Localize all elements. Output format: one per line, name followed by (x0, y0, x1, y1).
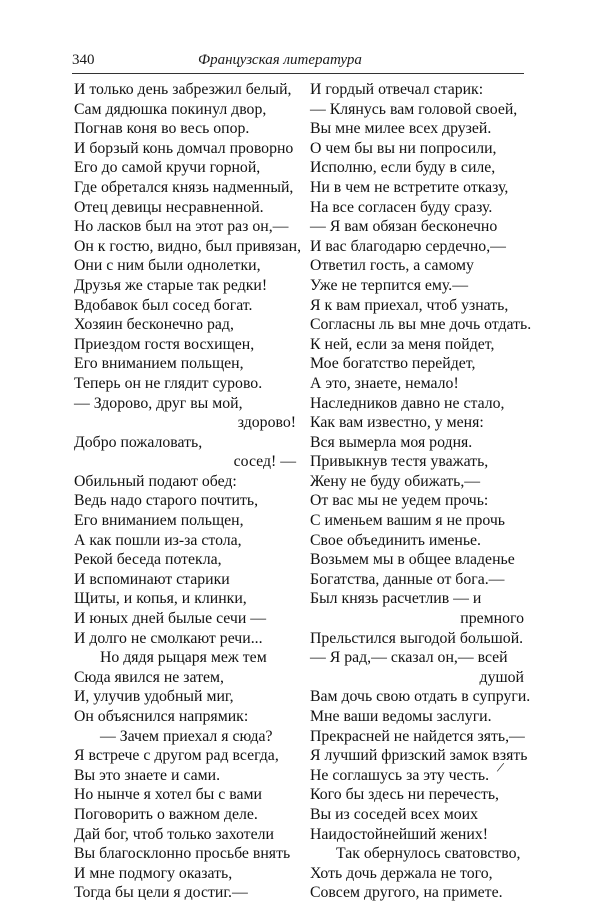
verse-line: Жену не буду обижать,— (310, 472, 481, 490)
verse-line: И юных дней былые сечи — (74, 610, 267, 628)
verse-line: Мое богатство перейдет, (310, 355, 476, 373)
verse-line: И только день забрезжил белый, (74, 81, 292, 98)
verse-line: Привыкнув тестя уважать, (310, 453, 489, 471)
verse-line: Сам дядюшка покинул двор, (74, 100, 267, 118)
verse-line: Совсем другого, на примете. (310, 884, 503, 902)
verse-line: Исполню, если буду в силе, (310, 159, 496, 177)
verse-line: Он к гостю, видно, был привязан, (74, 237, 302, 255)
verse-line-continuation: премного (460, 610, 524, 628)
verse-line: — Я вам обязан бесконечно (310, 218, 498, 236)
verse-line: Согласны ль вы мне дочь отдать. (310, 316, 532, 334)
verse-line: К ней, если за меня пойдет, (310, 335, 495, 353)
verse-line: Тогда бы цели я достиг.— (74, 884, 248, 902)
verse-line: Богатства, данные от бога.— (310, 570, 505, 588)
verse-line-continuation: душой (479, 668, 524, 686)
verse-line: Но дядя рыцаря меж тем (100, 649, 267, 667)
verse-line: И долго не смолкают речи... (74, 629, 263, 647)
verse-line: Вы мне милее всех друзей. (310, 120, 492, 138)
verse-line: Обильный подают обед: (74, 472, 237, 490)
verse-line: Поговорить о важном деле. (74, 805, 258, 823)
verse-line: — Я рад,— сказал он,— всей (310, 649, 508, 667)
verse-line: Кого бы здесь ни перечесть, (310, 786, 499, 804)
verse-line: И гордый отвечал старик: (310, 81, 484, 98)
verse-line: Уже не терпится ему.— (310, 276, 468, 294)
verse-line: Наследников давно не стало, (310, 394, 505, 412)
page-header (72, 52, 522, 72)
verse-line: Теперь он не глядит сурово. (74, 374, 263, 392)
verse-line: Ни в чем не встретите отказу, (310, 178, 509, 196)
verse-line: И вспоминают старики (74, 570, 230, 588)
verse-line: Друзья же старые так редки! (74, 276, 268, 294)
verse-line: Щиты, и копья, и клинки, (74, 590, 247, 608)
verse-line-continuation: сосед! — (233, 453, 296, 471)
verse-line: Вы благосклонно просьбе внять (74, 845, 291, 863)
verse-line: О чем бы вы ни попросили, (310, 139, 497, 157)
verse-line: А это, знаете, немало! (310, 374, 459, 392)
verse-line: Ведь надо старого почтить, (74, 492, 259, 510)
verse-line: Приездом гостя восхищен, (74, 335, 255, 353)
verse-line: Так обернулось сватовство, (336, 845, 521, 863)
verse-line: Мне ваши ведомы заслуги. (310, 708, 492, 725)
right-column (310, 80, 532, 903)
verse-line: С именьем вашим я не прочь (310, 512, 506, 530)
verse-line: Возьмем мы в общее владенье (310, 551, 515, 569)
verse-line: Прельстился выгодой большой. (310, 629, 524, 647)
verse-line: — Клянусь вам головой своей, (310, 100, 518, 118)
verse-line: Я лучший фризский замок взять (310, 747, 528, 765)
verse-line: Дай бог, чтоб только захотели (74, 825, 274, 843)
verse-line: И борзый конь домчал проворно (74, 139, 294, 157)
running-title: Французская литература (198, 52, 362, 68)
verse-line: Свое объединить именье. (310, 531, 481, 549)
verse-line: Вы из соседей всех моих (310, 805, 478, 823)
verse-line: Добро пожаловать, (74, 433, 203, 451)
pencil-mark: / (495, 759, 505, 777)
page-number: 340 (72, 52, 95, 68)
verse-line: Но ласков был на этот раз он,— (74, 218, 289, 236)
verse-line: Сюда явился не затем, (74, 668, 224, 686)
verse-line: Его вниманием польщен, (74, 512, 244, 530)
header-rule (72, 73, 524, 74)
verse-line: — Зачем приехал я сюда? (100, 727, 273, 745)
verse-line: Вдобавок был сосед богат. (74, 296, 253, 314)
verse-line: На все согласен буду сразу. (310, 198, 493, 216)
verse-line: От вас мы не уедем прочь: (310, 492, 489, 510)
verse-line: Вы это знаете и сами. (74, 766, 221, 784)
verse-line: Отец девицы несравненной. (74, 198, 264, 216)
verse-line: И вас благодарю сердечно,— (310, 237, 506, 255)
verse-line: И, улучив удобный миг, (74, 688, 234, 706)
verse-line-continuation: здорово! (237, 414, 296, 432)
verse-line: — Здорово, друг вы мой, (74, 394, 243, 412)
verse-line: Как вам известно, у меня: (310, 414, 484, 432)
left-column (74, 80, 302, 903)
verse-line: Хоть дочь держала не того, (310, 864, 493, 882)
verse-line: Не соглашусь за эту честь. (310, 766, 490, 784)
verse-line: Ответил гость, а самому (310, 257, 474, 275)
verse-line: Прекрасней не найдется зять,— (310, 727, 525, 745)
verse-line: И мне подмогу оказать, (74, 864, 233, 882)
verse-line: Наидостойнейший жених! (310, 825, 488, 843)
verse-line: Вся вымерла моя родня. (310, 433, 473, 451)
verse-line: Был князь расчетлив — и (310, 590, 482, 608)
verse-line: Он объяснился напрямик: (74, 708, 249, 725)
verse-line: Хозяин бесконечно рад, (74, 316, 234, 334)
verse-line: А как пошли из-за стола, (74, 531, 242, 549)
verse-line: Его вниманием польщен, (74, 355, 244, 373)
verse-line: Но нынче я хотел бы с вами (74, 786, 262, 804)
verse-line: Рекой беседа потекла, (74, 551, 222, 569)
verse-line: Его до самой кручи горной, (74, 159, 261, 177)
verse-line: Где обретался князь надменный, (74, 178, 294, 196)
verse-line: Я встрече с другом рад всегда, (74, 747, 279, 765)
verse-line: Они с ним были однолетки, (74, 257, 261, 275)
verse-line: Вам дочь свою отдать в супруги. (310, 688, 531, 706)
verse-line: Я к вам приехал, чтоб узнать, (310, 296, 509, 314)
verse-line: Погнав коня во весь опор. (74, 120, 250, 138)
